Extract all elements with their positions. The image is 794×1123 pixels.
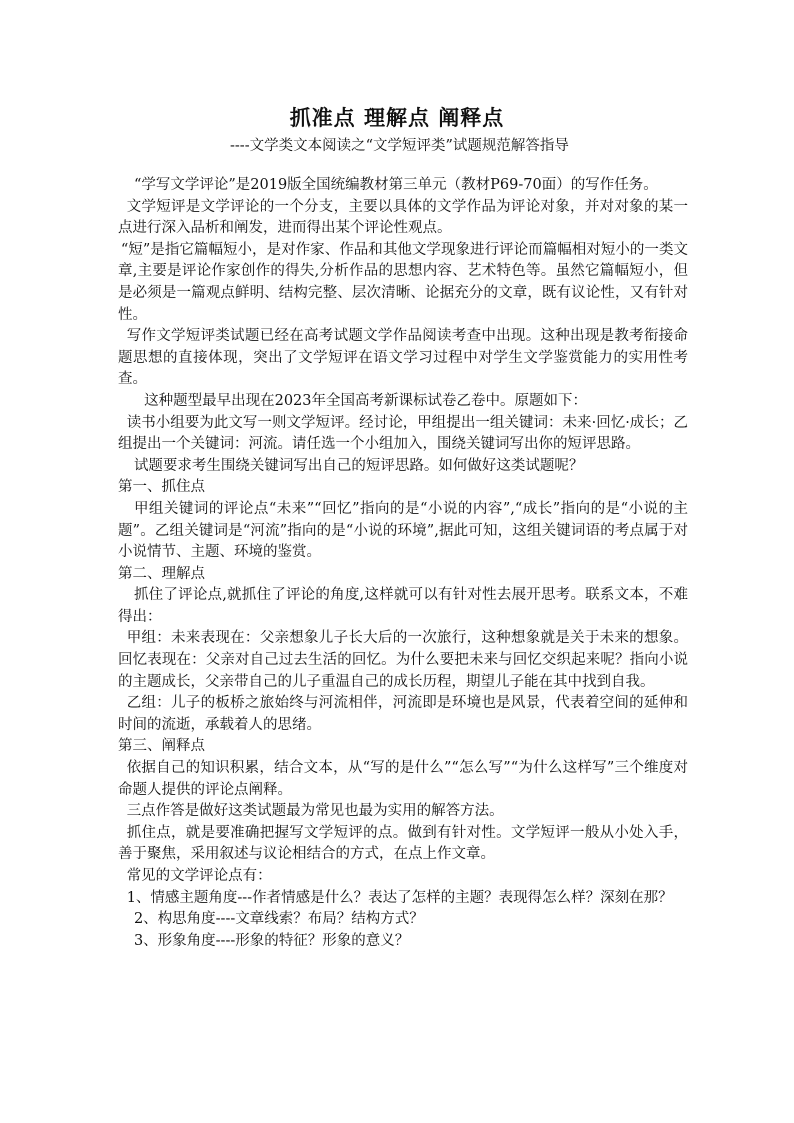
paragraph: 甲组关键词的评论点“未来”“回忆”指向的是“小说的内容”,“成长”指向的是“小说的主题”。乙组关键词是“河流”指向的是“小说的环境”,据此可知，这组关键词语的考点属于对小说情节、主题、环境的鉴赏。 <box>118 500 688 561</box>
paragraph: 乙组：儿子的板桥之旅始终与河流相伴，河流即是环境也是风景，代表着空间的延伸和时间的流逝，承载着人的思绪。 <box>118 695 688 733</box>
paragraph: 甲组：未来表现在：父亲想象儿子长大后的一次旅行，这种想象就是关于未来的想象。回忆表现在：父亲对自己过去生活的回忆。为什么要把未来与回忆交织起来呢？指向小说的主题成长，父亲带自己的儿子重温自己的成长历程，期望儿子能在其中找到自我。 <box>118 630 688 690</box>
paragraph: 抓住点，就是要准确把握写文学短评的点。做到有针对性。文学短评一般从小处入手，善于聚焦，采用叙述与议论相结合的方式，在点上作文章。 <box>118 824 688 863</box>
paragraph: 常见的文学评论点有： <box>126 868 272 884</box>
paragraph: 读书小组要为此文写一则文学短评。经讨论，甲组提出一组关键词：未来·回忆·成长；乙组提出一个关键词：河流。请任选一个小组加入，围绕关键词写出你的短评思路。 <box>118 414 688 453</box>
section-heading: 第二、理解点 <box>118 565 205 582</box>
section-heading: 第三、阐释点 <box>118 738 205 755</box>
document-body <box>118 175 688 952</box>
paragraph: 依据自己的知识积累，结合文本，从“写的是什么”“怎么写”“为什么这样写”三个维度对命题人提供的评论点阐释。 <box>118 760 688 798</box>
paragraph: “短”是指它篇幅短小，是对作家、作品和其他文学现象进行评论而篇幅相对短小的一类文章,主要是评论作家创作的得失,分析作品的思想内容、艺术特色等。虽然它篇幅短小，但是必须是一篇观点鲜明、结构完整、层次清晰、论据充分的文章，既有议论性，又有针对性。 <box>118 241 688 323</box>
list-item: 3、形象角度----形象的特征？形象的意义？ <box>133 932 410 949</box>
document-title: 抓准点 理解点 阐释点 <box>289 106 505 130</box>
list-item: 1、情感主题角度---作者情感是什么？表达了怎样的主题？表现得怎么样？深刻在那？ <box>126 889 673 906</box>
paragraph: “学写文学评论”是2019版全国统编教材第三单元（教材P69-70面）的写作任务。 <box>133 177 658 193</box>
list-item: 2、构思角度----文章线索？布局？结构方式？ <box>133 911 424 928</box>
paragraph: 抓住了评论点,就抓住了评论的角度,这样就可以有针对性去展开思考。联系文本，不难得出： <box>118 587 688 625</box>
section-heading: 第一、抓住点 <box>118 479 205 496</box>
paragraph: 这种题型最早出现在2023年全国高考新课标试卷乙卷中。原题如下： <box>144 392 587 409</box>
paragraph: 试题要求考生围绕关键词写出自己的短评思路。如何做好这类试题呢？ <box>133 457 584 474</box>
paragraph: 三点作答是做好这类试题最为常见也最为实用的解答方法。 <box>126 803 504 820</box>
document-subtitle: ----文学类文本阅读之“文学短评类”试题规范解答指导 <box>230 138 569 154</box>
paragraph: 写作文学短评类试题已经在高考试题文学作品阅读考查中出现。这种出现是教考衔接命题思想的直接体现，突出了文学短评在语文学习过程中对学生文学鉴赏能力的实用性考查。 <box>118 328 688 388</box>
paragraph: 文学短评是文学评论的一个分支，主要以具体的文学作品为评论对象，并对对象的某一点进行深入品析和阐发，进而得出某个评论性观点。 <box>118 198 688 237</box>
